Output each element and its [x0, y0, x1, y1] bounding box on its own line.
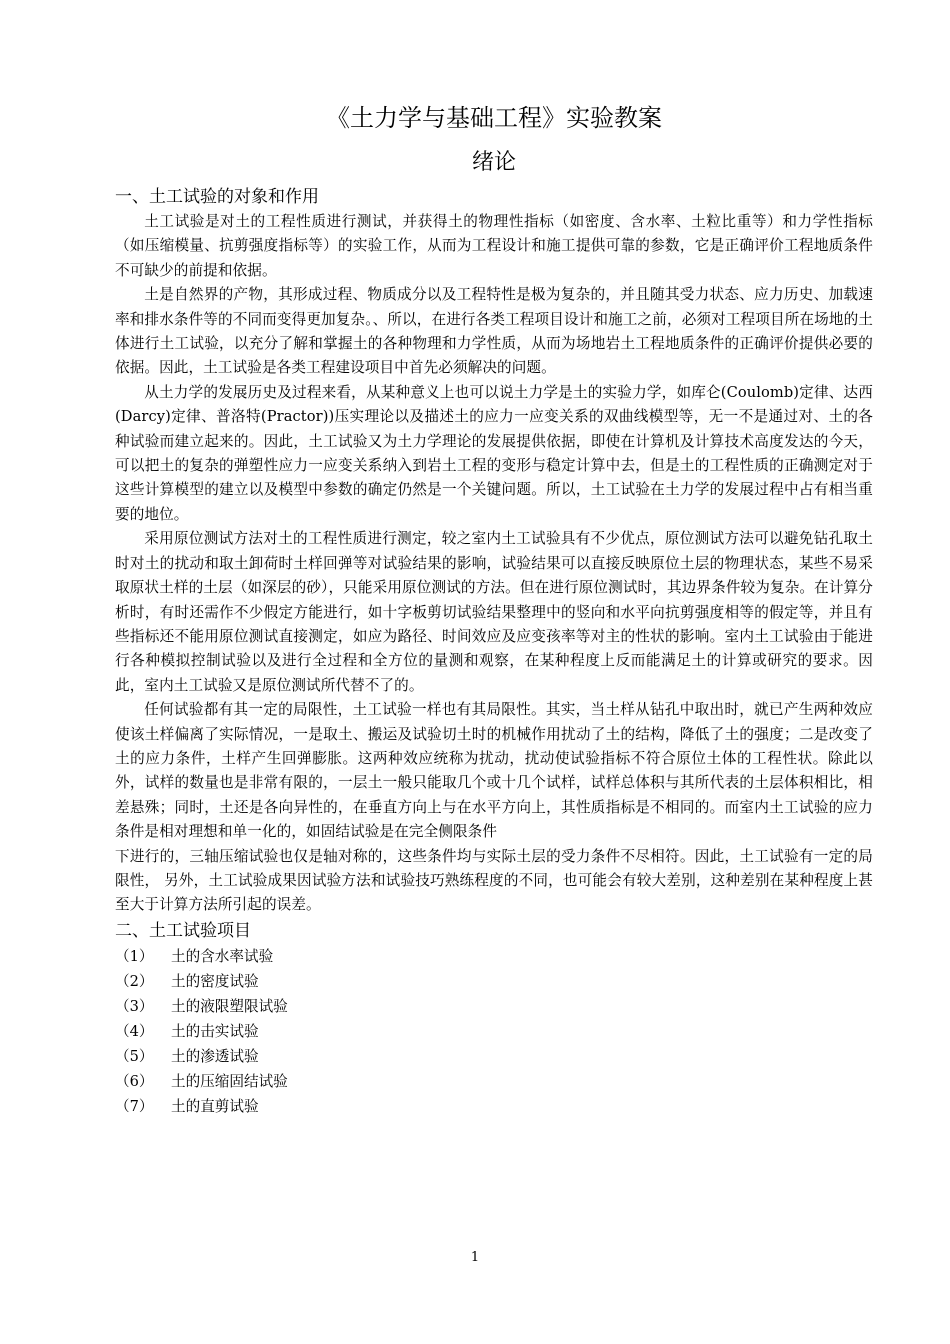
list-item-label: 土的液限塑限试验 — [171, 997, 288, 1015]
list-item-label: 土的压缩固结试验 — [171, 1072, 288, 1090]
list-item-label: 土的直剪试验 — [171, 1097, 259, 1115]
list-item — [115, 1019, 873, 1044]
list-item — [115, 994, 873, 1019]
paragraph: 任何试验都有其一定的局限性，土工试验一样也有其局限性。其实，当土样从钻孔中取出时，就已产生两种效应使该土样偏离了实际情况，一是取土、搬运及试验切土时的机械作用扰动了土的结构，降低了土的强度；二是改变了土的应力条件，土样产生回弹膨胀。这两种效应统称为扰动，扰动使试验指标不符合原位土体的工程性状。除此以外，试样的数量也是非常有限的，一层土一般只能取几个或十几个试样，试样总体积与其所代表的土层体积相比，相差悬殊；同时，土还是各向异性的，在垂直方向上与在水平方向上，其性质指标是不相同的。而室内土工试验的应力条件是相对理想和单一化的，如固结试验是在完全侧限条件 — [115, 701, 873, 841]
list-item — [115, 1069, 873, 1094]
list-item-label: 土的密度试验 — [171, 972, 259, 990]
list-item-label: 土的含水率试验 — [171, 947, 274, 965]
list-item-number: （4） — [115, 1022, 154, 1040]
list-item — [115, 944, 873, 969]
list-item-number: （5） — [115, 1047, 154, 1065]
section-heading: 一、土工试验的对象和作用 — [115, 187, 319, 207]
list-item-number: （6） — [115, 1072, 154, 1090]
paragraph: 土是自然界的产物，其形成过程、物质成分以及工程特性是极为复杂的，并且随其受力状态、应力历史、加载速率和排水条件等的不同而变得更加复杂。、所以，在进行各类工程项目设计和施工之前，必须对工程项目所在场地的土体进行土工试验，以充分了解和掌握土的各种物理和力学性质，从而为场地岩土工程地质条件的正确评价提供必要的依据。因此，土工试验是各类工程建设项目中首先必须解决的问题。 — [115, 286, 873, 377]
document-subtitle: 绪论 — [471, 150, 516, 175]
list-item-label: 土的渗透试验 — [171, 1047, 259, 1065]
section-heading: 二、土工试验项目 — [115, 920, 251, 941]
list-item-number: （1） — [115, 947, 154, 965]
list-item-number: （2） — [115, 972, 154, 990]
list-item — [115, 1044, 873, 1069]
test-item-list — [115, 944, 873, 1119]
paragraph: 采用原位测试方法对土的工程性质进行测定，较之室内土工试验具有不少优点，原位测试方法可以避免钻孔取土时对土的扰动和取土卸荷时土样回弹等对试验结果的影响，试验结果可以直接反映原位土层的物理状态，某些不易采取原状土样的土层（如深层的砂），只能采用原位测试的方法。但在进行原位测试时，其边界条件较为复杂。在计算分析时，有时还需作不少假定方能进行，如十字板剪切试验结果整理中的竖向和水平向抗剪强度相等的假定等，并且有些指标还不能用原位测试直接测定，如应为路径、时间效应及应变孩率等对主的性状的影响。室内土工试验由于能进行各种模拟控制试验以及进行全过程和全方位的量测和观察，在某种程度上反而能满足土的计算或研究的要求。因此，室内土工试验又是原位测试所代替不了的。 — [115, 530, 873, 694]
list-item — [115, 1094, 873, 1119]
paragraph-continuation: 下进行的，三轴压缩试验也仅是轴对称的，这些条件均与实际土层的受力条件不尽相符。因此，土工试验有一定的局限性， 另外，土工试验成果因试验方法和试验技巧熟练程度的不同，也可能会有较大差别，这种差别在某种程度上甚至大于计算方法所引起的误差。 — [115, 847, 873, 914]
paragraph: 土工试验是对土的工程性质进行测试，并获得土的物理性指标（如密度、含水率、土粒比重等）和力学性指标（如压缩模量、抗剪强度指标等）的实验工作，从而为工程设计和施工提供可靠的参数，它是正确评价工程地质条件不可缺少的前提和依据。 — [115, 213, 873, 279]
document-title: 《土力学与基础工程》实验教案 — [326, 104, 662, 132]
list-item-label: 土的击实试验 — [171, 1022, 259, 1040]
document-page — [115, 102, 873, 1119]
paragraph: 从土力学的发展历史及过程来看，从某种意义上也可以说土力学是土的实验力学，如库仑(Coulomb)定律、达西(Darcy)定律、普洛特(Practor))压实理论以及描述土的应力一应变关系的双曲线模型等，无一不是通过对、土的各种试验而建立起来的。因此，土工试验又为土力学理论的发展提供依据，即使在计算机及计算技术高度发达的今天，可以把土的复杂的弹塑性应力一应变关系纳入到岩土工程的变形与稳定计算中去，但是土的工程性质的正确测定对于这些计算模型的建立以及模型中参数的确定仍然是一个关键问题。所以，土工试验在土力学的发展过程中占有相当重要的地位。 — [115, 383, 873, 523]
list-item-number: （3） — [115, 997, 154, 1015]
list-item — [115, 969, 873, 994]
list-item-number: （7） — [115, 1097, 154, 1115]
page-number: 1 — [470, 1250, 480, 1265]
